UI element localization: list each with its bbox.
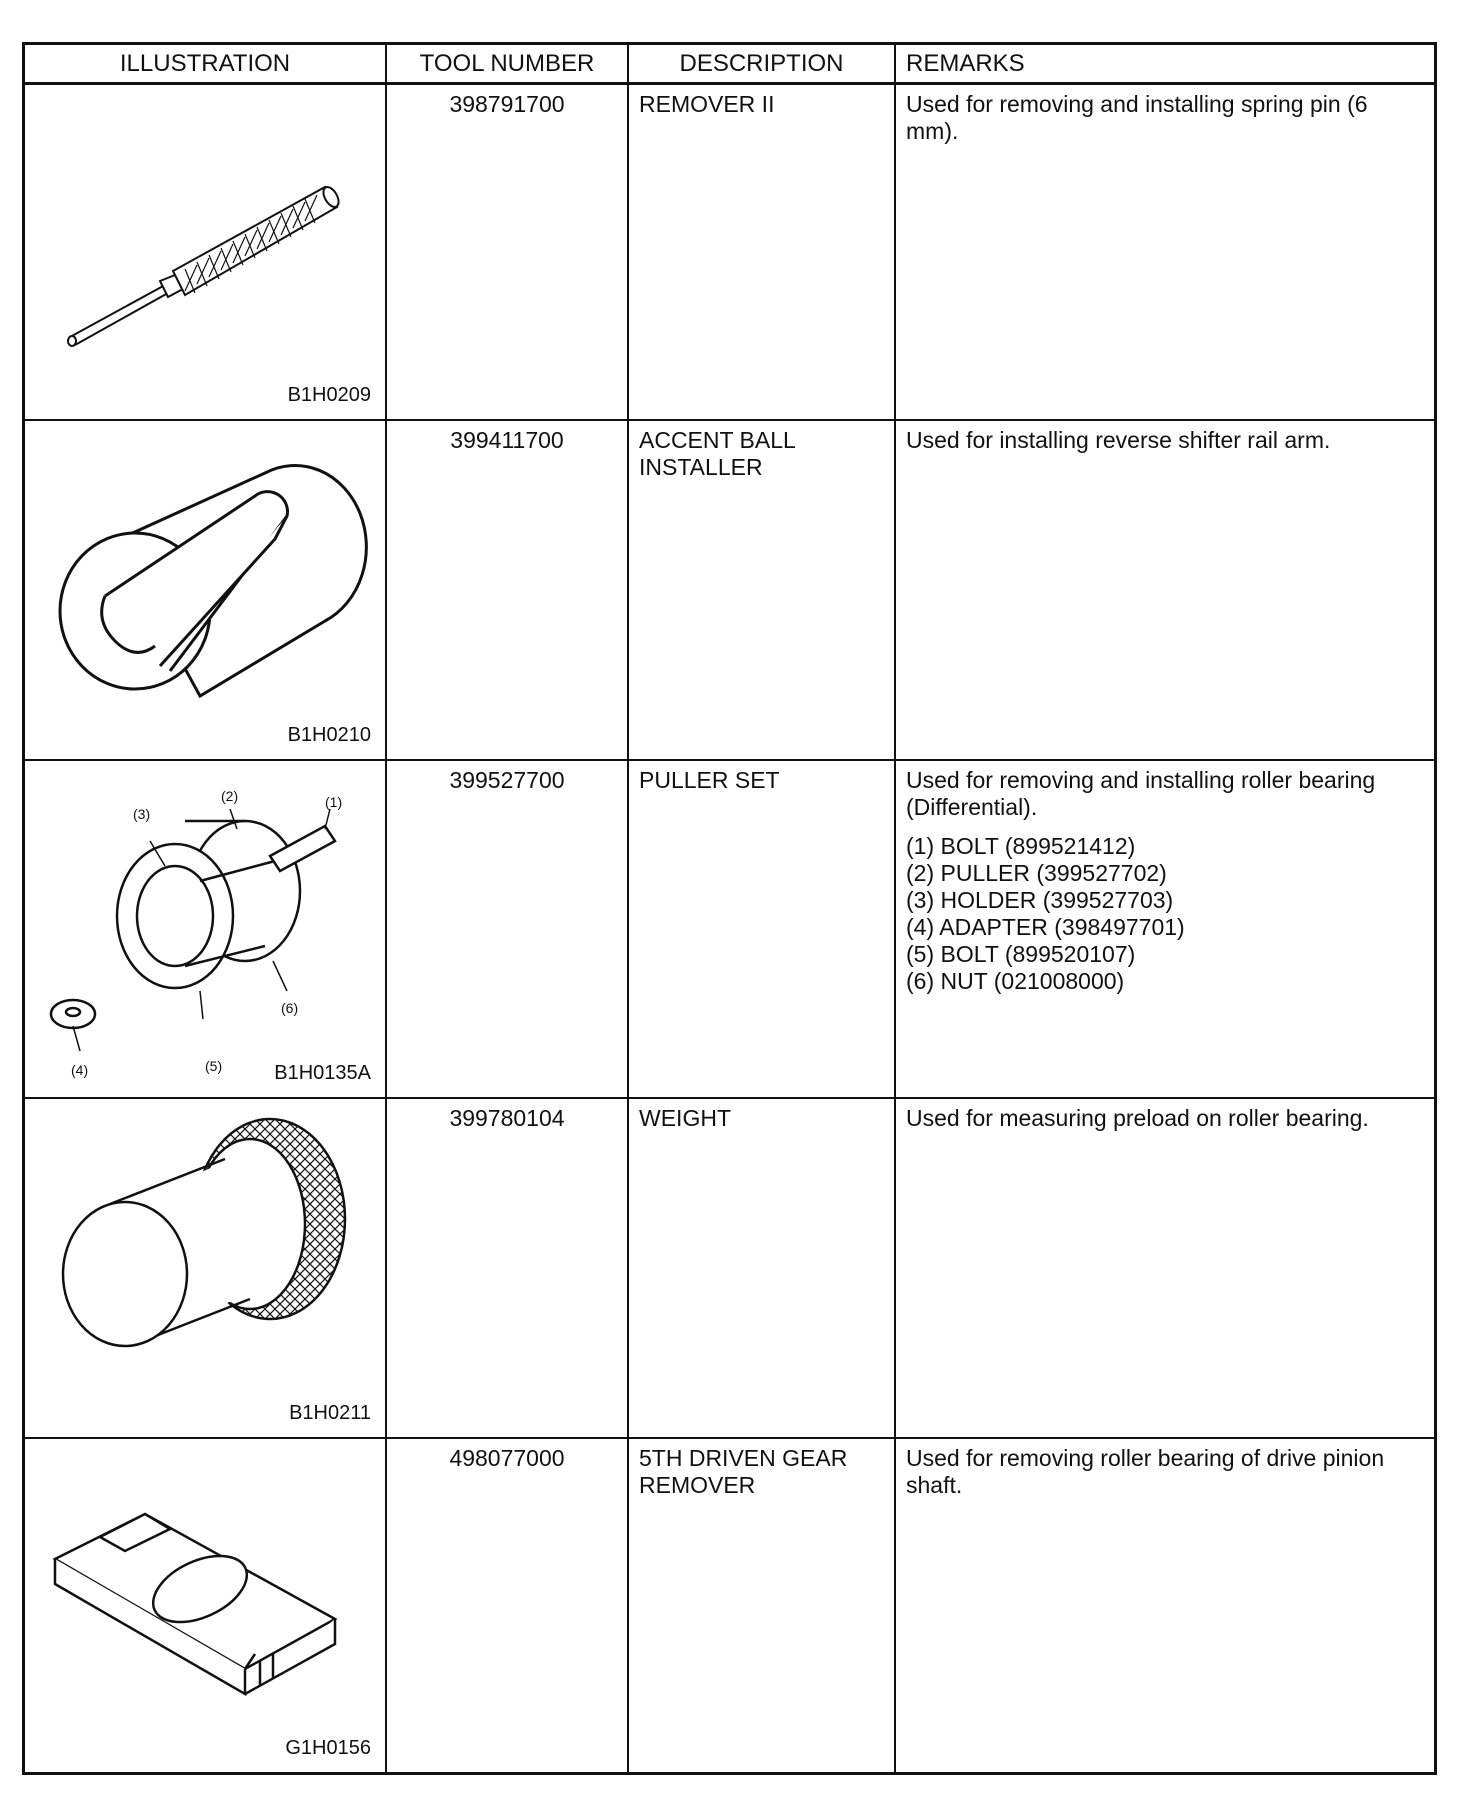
illustration-code: B1H0211 — [289, 1402, 371, 1424]
list-item: (1) BOLT (899521412) — [906, 833, 1136, 859]
list-item: (3) HOLDER (399527703) — [906, 887, 1174, 913]
tool-number: 399411700 — [450, 427, 564, 453]
tool-number: 398791700 — [449, 91, 565, 117]
remark-text: Used for removing roller bearing of drive pinion shaft. — [906, 1445, 1385, 1498]
tool-number: 399780104 — [449, 1105, 565, 1131]
table-row — [25, 1099, 1434, 1439]
remarks — [896, 1439, 1436, 1772]
table-header — [25, 45, 1434, 85]
weight-icon — [25, 1099, 385, 1439]
remarks — [896, 85, 1436, 419]
list-item: (4) ADAPTER (398497701) — [906, 914, 1185, 940]
callout-6: (6) — [281, 1000, 299, 1016]
parts-list — [906, 833, 1426, 995]
tool-number: 399527700 — [449, 767, 565, 793]
accent-ball-installer-icon — [25, 421, 385, 761]
header-remarks: REMARKS — [906, 50, 1025, 77]
tool-number: 498077000 — [449, 1445, 565, 1471]
list-item: (6) NUT (021008000) — [906, 968, 1125, 994]
remark-text: Used for measuring preload on roller bearing. — [906, 1105, 1369, 1131]
remark-text: Used for removing and installing roller bearing (Differential). — [906, 767, 1376, 820]
illustration-cell — [25, 1439, 385, 1772]
description: 5TH DRIVEN GEAR REMOVER — [639, 1445, 848, 1498]
header-tool-number: TOOL NUMBER — [419, 50, 595, 77]
callout-3: (3) — [133, 806, 151, 822]
table-row — [25, 421, 1434, 761]
illustration-cell — [25, 421, 385, 759]
remark-text: Used for removing and installing spring pin (6 mm). — [906, 91, 1368, 144]
illustration-cell — [25, 761, 385, 1097]
list-item: (5) BOLT (899520107) — [906, 941, 1136, 967]
list-item: (2) PULLER (399527702) — [906, 860, 1167, 886]
remarks — [896, 1099, 1436, 1437]
callout-5: (5) — [205, 1058, 223, 1074]
callout-4: (4) — [71, 1062, 89, 1078]
table-row — [25, 761, 1434, 1099]
header-illustration: ILLUSTRATION — [119, 50, 291, 77]
illustration-cell — [25, 85, 385, 419]
callout-2: (2) — [221, 788, 239, 804]
illustration-code: G1H0156 — [285, 1737, 371, 1759]
illustration-code: B1H0210 — [287, 724, 371, 746]
description: PULLER SET — [639, 767, 780, 793]
description: ACCENT BALL INSTALLER — [639, 427, 795, 480]
description: REMOVER II — [639, 91, 775, 117]
table-row — [25, 1439, 1434, 1772]
spring-pin-remover-icon — [25, 85, 385, 421]
table-row — [25, 85, 1434, 421]
gear-remover-icon — [25, 1439, 385, 1772]
illustration-cell — [25, 1099, 385, 1437]
special-tools-table — [22, 42, 1437, 1775]
callout-1: (1) — [325, 794, 343, 810]
remarks — [896, 761, 1436, 1097]
header-description: DESCRIPTION — [679, 50, 844, 77]
illustration-code: B1H0135A — [274, 1062, 371, 1084]
description: WEIGHT — [639, 1105, 731, 1131]
remark-text: Used for installing reverse shifter rail arm. — [906, 427, 1331, 453]
illustration-code: B1H0209 — [287, 384, 371, 406]
remarks — [896, 421, 1436, 759]
